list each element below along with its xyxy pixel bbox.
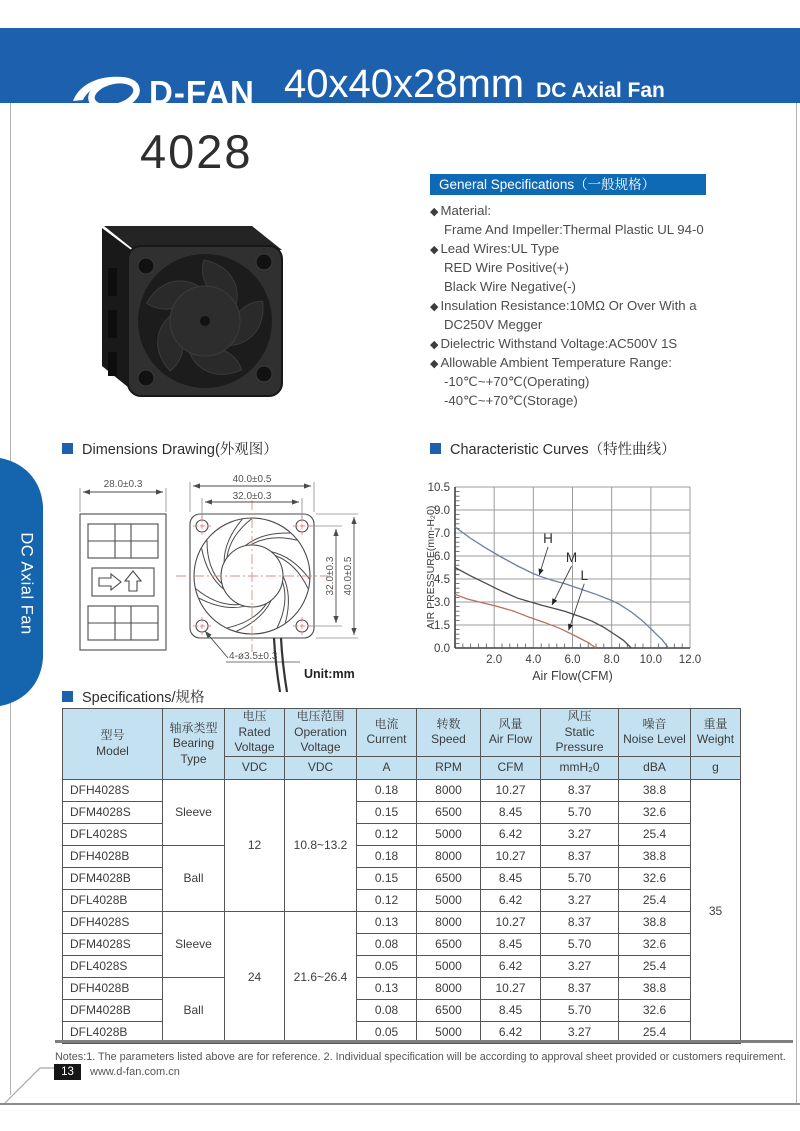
table-cell: Ball: [163, 977, 225, 1043]
unit-header: VDC: [225, 756, 285, 779]
spec-item-text: Frame And Impeller:Thermal Plastic UL 94-0: [444, 222, 704, 237]
dim-height-label: 40.0±0.5: [343, 556, 354, 596]
table-cell: 10.27: [481, 779, 541, 801]
table-cell: 6500: [417, 999, 481, 1021]
fan-swoosh-logo-icon: [70, 69, 146, 116]
table-cell: 8.37: [541, 779, 619, 801]
svg-text:8.0: 8.0: [603, 654, 620, 666]
spec-item: [430, 277, 704, 296]
table-cell: Ball: [163, 845, 225, 911]
bottom-border-line: [0, 1103, 800, 1105]
spec-item: [430, 391, 704, 410]
table-cell: 0.05: [357, 955, 417, 977]
diamond-bullet-icon: ◆: [430, 301, 439, 313]
section-heading-dimensions: [62, 438, 278, 459]
table-cell: 25.4: [619, 1021, 691, 1043]
table-cell: 5000: [417, 823, 481, 845]
dim-hole-pitch-v-label: 32.0±0.3: [325, 556, 336, 596]
sidebar-tab: [0, 452, 48, 712]
page-number-badge: 13: [54, 1064, 81, 1080]
table-cell: DFH4028S: [63, 779, 163, 801]
table-cell: 5.70: [541, 801, 619, 823]
column-header: 转数 Speed: [417, 709, 481, 757]
spec-item-text: Dielectric Withstand Voltage:AC500V 1S: [440, 336, 678, 351]
table-cell: 0.12: [357, 823, 417, 845]
spec-item-text: -10℃~+70℃(Operating): [444, 374, 590, 389]
svg-text:6.0: 6.0: [434, 551, 450, 563]
table-cell: 32.6: [619, 999, 691, 1021]
website-text: www.d-fan.com.cn: [90, 1066, 180, 1078]
svg-text:Air Flow(CFM): Air Flow(CFM): [532, 669, 613, 683]
column-header: 电流 Current: [357, 709, 417, 757]
table-cell: 21.6~26.4: [285, 911, 357, 1043]
diamond-bullet-icon: ◆: [430, 339, 439, 351]
table-cell: 25.4: [619, 823, 691, 845]
svg-text:2.0: 2.0: [486, 654, 503, 666]
spec-item-text: Black Wire Negative(-): [444, 279, 576, 294]
table-cell: 0.08: [357, 999, 417, 1021]
spec-item-text: Allowable Ambient Temperature Range:: [440, 355, 672, 370]
table-cell: 3.27: [541, 1021, 619, 1043]
svg-text:6.0: 6.0: [564, 654, 581, 666]
notes-text: Notes:1. The parameters listed above are for reference. 2. Individual specification will be according to approval sheet provided or customers requirement.: [55, 1051, 786, 1063]
table-cell: 5.70: [541, 867, 619, 889]
table-cell: 8.45: [481, 801, 541, 823]
spec-item: [430, 334, 704, 353]
column-header: 型号 Model: [63, 709, 163, 780]
svg-text:M: M: [565, 550, 578, 566]
table-row: [63, 779, 741, 801]
svg-text:10.5: 10.5: [427, 482, 450, 494]
column-header: 轴承类型 Bearing Type: [163, 709, 225, 780]
table-cell: 38.8: [619, 911, 691, 933]
table-row: [63, 911, 741, 933]
dimensions-drawing: [58, 462, 414, 698]
spec-item: [430, 353, 704, 372]
table-cell: 0.05: [357, 1021, 417, 1043]
specifications-table: [62, 708, 741, 1044]
table-cell: DFL4028B: [63, 1021, 163, 1043]
table-cell: DFH4028B: [63, 977, 163, 999]
unit-label: Unit:mm: [304, 667, 355, 681]
table-cell: 10.27: [481, 977, 541, 999]
table-cell: 24: [225, 911, 285, 1043]
table-cell: 5.70: [541, 933, 619, 955]
table-cell: DFM4028S: [63, 933, 163, 955]
table-cell: DFL4028S: [63, 955, 163, 977]
rotation-up-arrow-icon: [125, 571, 141, 591]
lead-wire: [281, 638, 287, 692]
table-cell: 8000: [417, 911, 481, 933]
section-heading-curves: [430, 438, 676, 459]
table-cell: Sleeve: [163, 779, 225, 845]
table-cell: DFM4028B: [63, 867, 163, 889]
brand-name: D-FAN: [149, 73, 255, 111]
table-cell: 3.27: [541, 823, 619, 845]
column-header: 风压 Static Pressure: [541, 709, 619, 757]
spec-item: [430, 296, 704, 315]
table-cell: 5000: [417, 955, 481, 977]
table-cell: 6.42: [481, 823, 541, 845]
right-border-line: [796, 103, 797, 1104]
table-cell: 0.18: [357, 779, 417, 801]
dim-width-label: 40.0±0.5: [232, 474, 272, 485]
svg-text:7.0: 7.0: [434, 528, 450, 540]
characteristic-curves-chart: [424, 466, 736, 707]
dim-holes-note-label: 4-ø3.5±0.3: [229, 651, 278, 662]
table-cell: 0.13: [357, 977, 417, 999]
table-cell: 0.08: [357, 933, 417, 955]
table-cell: 32.6: [619, 867, 691, 889]
spec-item-text: DC250V Megger: [444, 317, 543, 332]
table-cell: 38.8: [619, 779, 691, 801]
spec-item: [430, 201, 704, 220]
svg-text:10.0: 10.0: [639, 654, 663, 666]
general-specs-title: General Specifications（一般规格）: [430, 174, 706, 195]
general-specs-list: [430, 201, 704, 410]
lead-wire: [274, 638, 280, 692]
brand-logo: [70, 69, 255, 116]
spec-item-text: -40℃~+70℃(Storage): [444, 393, 578, 408]
svg-text:4.5: 4.5: [434, 574, 450, 586]
page-title: 40x40x28mm: [284, 62, 525, 106]
table-cell: 0.15: [357, 867, 417, 889]
unit-header: RPM: [417, 756, 481, 779]
blue-square-bullet-icon: [62, 443, 73, 454]
table-cell: 8000: [417, 977, 481, 999]
column-header: 电压范围 Operation Voltage: [285, 709, 357, 757]
side-view-outline: [80, 514, 166, 650]
unit-header: dBA: [619, 756, 691, 779]
column-header: 电压 Rated Voltage: [225, 709, 285, 757]
spec-item: [430, 239, 704, 258]
column-header: 重量 Weight: [691, 709, 741, 757]
table-cell: 10.27: [481, 845, 541, 867]
svg-text:L: L: [580, 567, 589, 583]
table-cell: 3.27: [541, 955, 619, 977]
table-cell: 38.8: [619, 977, 691, 999]
table-cell: 8000: [417, 845, 481, 867]
svg-text:4.0: 4.0: [525, 654, 542, 666]
blue-square-bullet-icon: [430, 443, 441, 454]
spec-item-text: Insulation Resistance:10MΩ Or Over With a: [440, 298, 697, 313]
spec-item: [430, 315, 704, 334]
spec-item-text: Lead Wires:UL Type: [440, 241, 560, 256]
table-cell: 12: [225, 779, 285, 911]
dim-depth-label: 28.0±0.3: [103, 479, 143, 490]
svg-text:12.0: 12.0: [678, 654, 702, 666]
svg-text:1.5: 1.5: [434, 620, 450, 632]
table-cell: DFM4028S: [63, 801, 163, 823]
unit-header: CFM: [481, 756, 541, 779]
spec-item: [430, 372, 704, 391]
table-cell: 0.13: [357, 911, 417, 933]
table-cell: 38.8: [619, 845, 691, 867]
table-cell: 8.45: [481, 999, 541, 1021]
unit-header: VDC: [285, 756, 357, 779]
table-cell: 32.6: [619, 933, 691, 955]
section-heading-label: Specifications/规格: [82, 690, 205, 706]
table-cell: 6500: [417, 801, 481, 823]
header-bar: [0, 28, 800, 111]
table-row: [63, 845, 741, 867]
table-cell: DFH4028B: [63, 845, 163, 867]
impeller-blades: [196, 519, 309, 632]
dim-hole-pitch-label: 32.0±0.3: [232, 491, 272, 502]
table-cell: 0.12: [357, 889, 417, 911]
table-cell: 8.45: [481, 933, 541, 955]
table-cell: 25.4: [619, 955, 691, 977]
page-subtitle: DC Axial Fan: [536, 79, 665, 102]
table-cell: 5.70: [541, 999, 619, 1021]
diamond-bullet-icon: ◆: [430, 206, 439, 218]
table-cell: 5000: [417, 889, 481, 911]
table-row: [63, 977, 741, 999]
section-heading-label: Characteristic Curves（特性曲线）: [450, 442, 676, 458]
table-cell: 6500: [417, 867, 481, 889]
table-cell: 0.15: [357, 801, 417, 823]
table-cell: 8000: [417, 779, 481, 801]
unit-header: g: [691, 756, 741, 779]
svg-text:3.0: 3.0: [434, 597, 450, 609]
table-cell: 5000: [417, 1021, 481, 1043]
table-cell: DFL4028B: [63, 889, 163, 911]
footer-rule: [55, 1040, 793, 1043]
table-cell: 35: [691, 779, 741, 1043]
table-cell: 8.37: [541, 911, 619, 933]
table-cell: 6.42: [481, 889, 541, 911]
table-cell: 6.42: [481, 1021, 541, 1043]
unit-header: mmH₂0: [541, 756, 619, 779]
header-title: [284, 64, 665, 104]
spec-item-text: Material:: [440, 203, 492, 218]
unit-header: A: [357, 756, 417, 779]
table-cell: 0.18: [357, 845, 417, 867]
column-header: 风量 Air Flow: [481, 709, 541, 757]
svg-text:H: H: [543, 530, 553, 546]
table-cell: DFH4028S: [63, 911, 163, 933]
svg-text:9.0: 9.0: [434, 505, 450, 517]
table-cell: DFL4028S: [63, 823, 163, 845]
table-cell: 25.4: [619, 889, 691, 911]
table-cell: 3.27: [541, 889, 619, 911]
column-header: 噪音 Noise Level: [619, 709, 691, 757]
table-cell: 10.8~13.2: [285, 779, 357, 911]
svg-text:0.0: 0.0: [434, 643, 450, 655]
spec-item-text: RED Wire Positive(+): [444, 260, 569, 275]
diamond-bullet-icon: ◆: [430, 358, 439, 370]
table-cell: 8.37: [541, 977, 619, 999]
spec-item: [430, 258, 704, 277]
table-cell: 10.27: [481, 911, 541, 933]
centerlines: [176, 500, 328, 652]
table-cell: 8.37: [541, 845, 619, 867]
airflow-right-arrow-icon: [99, 574, 121, 590]
product-photo: [84, 194, 294, 400]
svg-text:AIR PRESSURE(mm-H₂0): AIR PRESSURE(mm-H₂0): [425, 505, 437, 630]
table-cell: 8.45: [481, 867, 541, 889]
table-cell: 6500: [417, 933, 481, 955]
sidebar-tab-label: DC Axial Fan: [17, 532, 36, 635]
table-cell: DFM4028B: [63, 999, 163, 1021]
table-cell: Sleeve: [163, 911, 225, 977]
spec-item: [430, 220, 704, 239]
diamond-bullet-icon: ◆: [430, 244, 439, 256]
section-heading-label: Dimensions Drawing(外观图）: [82, 442, 278, 458]
model-number: 4028: [140, 125, 253, 178]
table-cell: 32.6: [619, 801, 691, 823]
table-cell: 6.42: [481, 955, 541, 977]
